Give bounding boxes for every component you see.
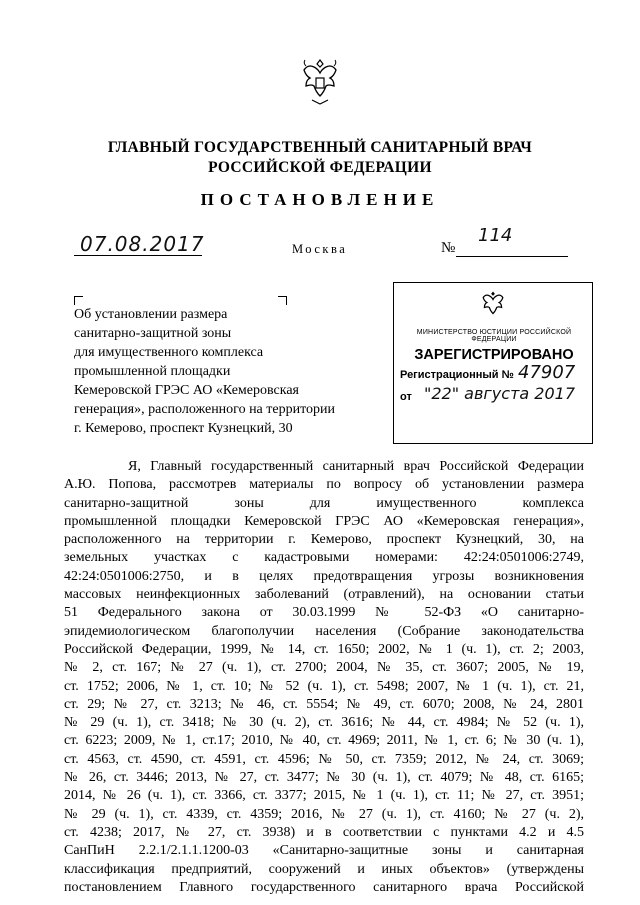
subject-block xyxy=(74,305,374,438)
document-date: 07.08.2017 xyxy=(80,232,205,256)
body-line: ст. 4238; 2017, № 27, ст. 3938) и в соответствии с пунктами 4.2 и 4.5 xyxy=(64,824,584,840)
date-underline xyxy=(74,255,202,256)
document-number: 114 xyxy=(478,225,513,246)
body-line: ст. 1752; 2006, № 1, ст. 10; № 52 (ч. 1), ст. 5498; 2007, № 1 (ч. 1), ст. 21, xyxy=(64,678,584,694)
body-line: санитарно-защитной зоны для имущественного комплекса xyxy=(64,495,584,511)
subject-corner-right xyxy=(278,296,287,305)
subject-line: для имущественного комплекса xyxy=(74,345,264,360)
stamp-registered: ЗАРЕГИСТРИРОВАНО xyxy=(414,347,574,363)
body-line: № 29 (ч. 1), ст. 4339, ст. 4359; 2016, № 27 (ч. 1), ст. 4160; № 27 (ч. 2), xyxy=(64,806,584,822)
subject-line: Кемеровской ГРЭС АО «Кемеровская xyxy=(74,383,299,398)
body-line: земельных участках с кадастровыми номерами: 42:24:0501006:2749, xyxy=(64,550,584,566)
subject-line: генерация», расположенного на территории xyxy=(74,402,336,417)
document-city: Москва xyxy=(292,242,348,256)
document-type-title: ПОСТАНОВЛЕНИЕ xyxy=(200,190,440,209)
number-label: № xyxy=(441,240,456,256)
stamp-date-label: от xyxy=(400,391,412,403)
stamp-emblem-icon xyxy=(478,289,508,321)
body-line: постановлением Главного государственного санитарного врача Российской xyxy=(64,879,584,895)
stamp-ministry: МИНИСТЕРСТВО ЮСТИЦИИ РОССИЙСКОЙ ФЕДЕРАЦИИ xyxy=(416,329,572,343)
body-line: массовых неинфекционных заболеваний (отравлений), на основании статьи xyxy=(64,587,584,603)
body-line: 51 Федерального закона от 30.03.1999 № 52-ФЗ «О санитарно- xyxy=(64,605,584,621)
body-text xyxy=(64,458,584,897)
body-line: Я, Главный государственный санитарный врач Российской Федерации xyxy=(128,459,584,474)
body-line: СанПиН 2.2.1/2.1.1.1200-03 «Санитарно-защитные зоны и санитарная xyxy=(64,843,584,859)
body-line: № 26, ст. 3446; 2013, № 27, ст. 3477; № 30 (ч. 1), ст. 4079; № 48, ст. 6165; xyxy=(64,770,584,786)
body-line: Российской Федерации, 1999, № 14, ст. 1650; 2002, № 1 (ч. 1), ст. 2; 2003, xyxy=(64,641,584,657)
body-line: классификация предприятий, сооружений и иных объектов» (утверждены xyxy=(64,861,584,877)
body-line: ст. 6223; 2009, № 1, ст.17; 2010, № 40, ст. 4969; 2011, № 1, ст. 6; № 30 (ч. 1), xyxy=(64,733,584,749)
body-line: ст. 4563, ст. 4590, ст. 4591, ст. 4596; № 50, ст. 7359; 2012, № 24, ст. 3069; xyxy=(64,751,584,767)
subject-line: Об установлении размера xyxy=(74,307,228,322)
subject-line: г. Кемерово, проспект Кузнецкий, 30 xyxy=(74,421,293,436)
subject-line: промышленной площадки xyxy=(74,364,231,379)
stamp-reg-label: Регистрационный № xyxy=(400,369,514,381)
body-line: № 2, ст. 167; № 27 (ч. 1), ст. 2700; 2004, № 35, ст. 3607; 2005, № 19, xyxy=(64,660,584,676)
body-line: ст. 29; № 27, ст. 3213; № 46, ст. 5554; № 49, ст. 6070; 2008, № 24, 2801 xyxy=(64,696,584,712)
body-line: промышленной площадки Кемеровской ГРЭС АО «Кемеровская генерация», xyxy=(64,513,584,529)
header-line-1: ГЛАВНЫЙ ГОСУДАРСТВЕННЫЙ САНИТАРНЫЙ ВРАЧ xyxy=(107,139,533,156)
subject-line: санитарно-защитной зоны xyxy=(74,326,232,341)
body-line: 2014, № 26 (ч. 1), ст. 3366, ст. 3377; 2015, № 1 (ч. 1), ст. 11; № 27, ст. 3951; xyxy=(64,788,584,804)
subject-corner-left xyxy=(74,296,83,305)
body-line: 42:24:0501006:2750, и в целях предотвращения угрозы возникновения xyxy=(64,568,584,584)
header-line-2: РОССИЙСКОЙ ФЕДЕРАЦИИ xyxy=(208,159,432,176)
number-underline xyxy=(456,256,568,257)
registration-stamp xyxy=(393,282,593,444)
body-line: эпидемиологическом благополучии населения (Собрание законодательства xyxy=(64,623,584,639)
stamp-reg-number: 47907 xyxy=(518,362,576,383)
body-line: А.Ю. Попова, рассмотрев материалы по вопросу об установлении размера xyxy=(64,477,584,493)
body-line: расположенного на территории г. Кемерово, проспект Кузнецкий, 30, на xyxy=(64,532,584,548)
stamp-date-value: "22" августа 2017 xyxy=(424,384,575,403)
body-line: № 29 (ч. 1), ст. 3418; № 30 (ч. 2), ст. 3616; № 44, ст. 4984; № 52 (ч. 1), xyxy=(64,715,584,731)
coat-of-arms-icon xyxy=(296,56,344,108)
